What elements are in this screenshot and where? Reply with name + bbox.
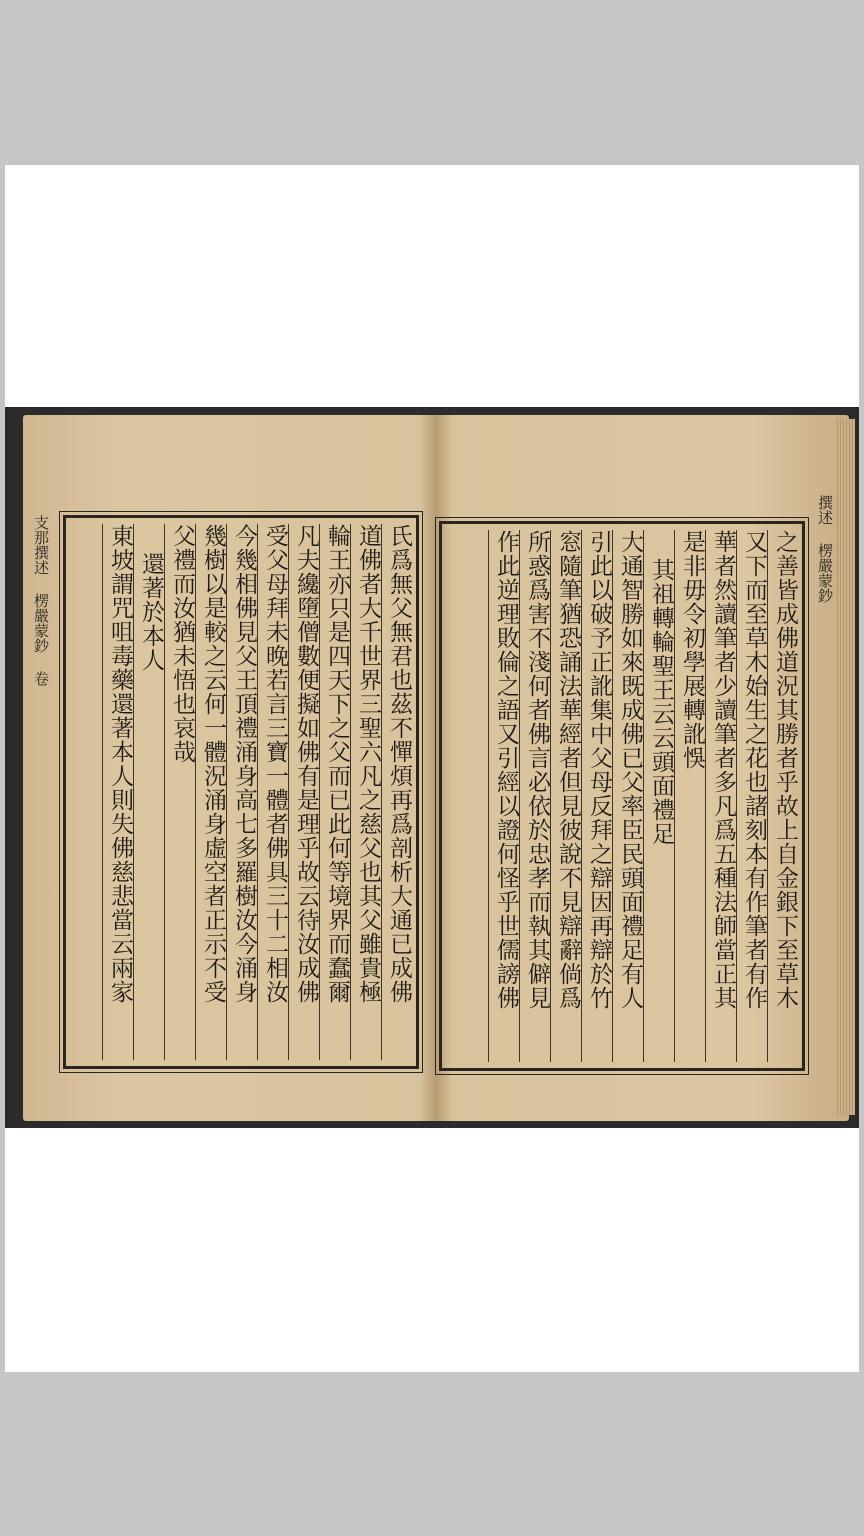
- right-column-8: 窓隨筆猶恐誦法華經者但見彼說不見辯辭倘爲: [550, 530, 581, 1062]
- left-column-4: 凡夫纔墮僧數便擬如佛有是理乎故云待汝成佛: [288, 524, 319, 1060]
- right-column-9: 所惑爲害不淺何者佛言必依於忠孝而執其僻見: [519, 530, 550, 1062]
- left-page-text-frame: [63, 515, 419, 1069]
- left-column-2: 道佛者大千世界三聖六凡之慈父也其父雖貴極: [350, 524, 381, 1060]
- right-column-10: 作此逆理敗倫之語又引經以證何怪乎世儒謗佛: [488, 530, 519, 1062]
- left-column-5: 受父母拜未晚若言三寶一體者佛具三十二相汝: [257, 524, 288, 1060]
- page-edges: [835, 419, 855, 1115]
- open-book: [23, 415, 849, 1121]
- left-margin-label: 支那撰述 楞嚴蒙鈔 卷: [32, 515, 50, 686]
- book-scan-image: [5, 407, 859, 1128]
- left-column-1: 氏爲無父無君也茲不憚煩再爲剖析大通已成佛: [381, 524, 412, 1060]
- right-column-7: 引此以破予正訛集中父母反拜之辯因再辯於竹: [581, 530, 612, 1062]
- right-column-4: 是非毋令初學展轉訛悞: [674, 530, 705, 1062]
- left-column-3: 輪王亦只是四天下之父而已此何等境界而蠢爾: [319, 524, 350, 1060]
- right-column-6: 大通智勝如來既成佛已父率臣民頭面禮足有人: [612, 530, 643, 1062]
- left-column-9: 還著於本人: [133, 524, 164, 1060]
- right-page-text-frame: [439, 521, 805, 1071]
- right-margin-label: 撰述 楞嚴蒙鈔: [816, 495, 834, 603]
- right-column-1: 之善皆成佛道況其勝者乎故上自金銀下至草木: [767, 530, 798, 1062]
- right-column-2: 又下而至草木始生之花也諸刻本有作筆者有作: [736, 530, 767, 1062]
- right-column-5: 其祖轉輪聖王云云頭面禮足: [643, 530, 674, 1062]
- left-column-10: 東坡謂咒咀毒藥還著本人則失佛慈悲當云兩家: [102, 524, 133, 1060]
- left-column-6: 今幾相佛見父王頂禮涌身高七多羅樹汝今涌身: [226, 524, 257, 1060]
- left-column-7: 幾樹以是較之云何一體況涌身虛空者正示不受: [195, 524, 226, 1060]
- right-column-3: 華者然讀筆者少讀筆者多凡爲五種法師當正其: [705, 530, 736, 1062]
- left-column-8: 父禮而汝猶未悟也哀哉: [164, 524, 195, 1060]
